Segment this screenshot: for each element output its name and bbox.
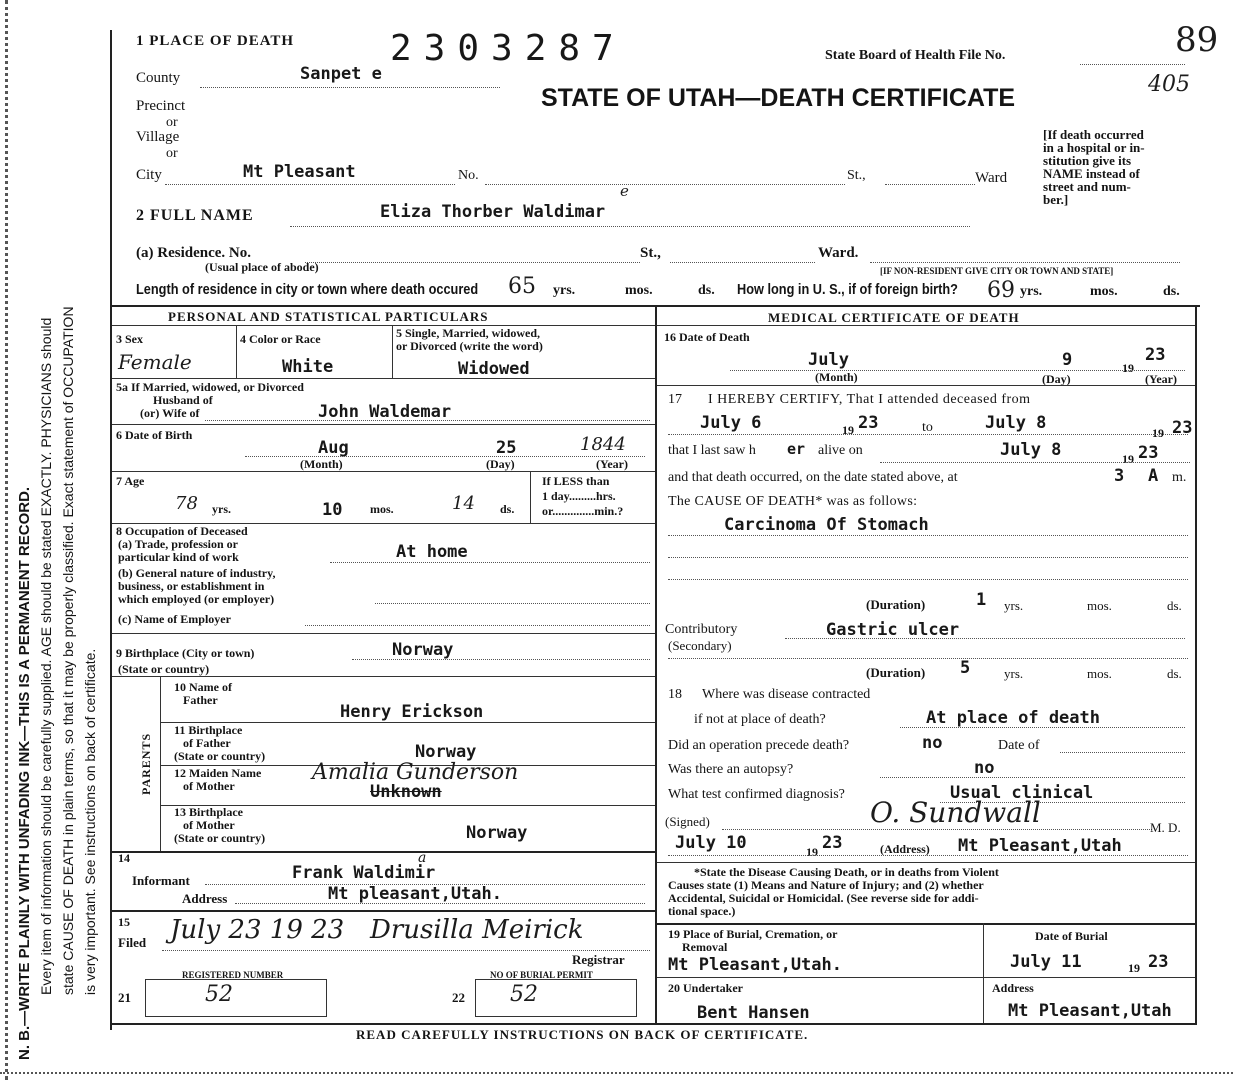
- length-mos-label: mos.: [625, 283, 653, 298]
- city-value: Mt Pleasant: [243, 162, 356, 182]
- industry-label-2: business, or establishment in: [118, 579, 265, 593]
- informant-number: 14: [118, 851, 130, 865]
- spouse-label-1: 5a If Married, widowed, or Divorced: [116, 380, 304, 394]
- birthplace-value: Norway: [392, 640, 454, 660]
- length-residence-years: 65: [508, 274, 536, 299]
- hospital-note-3: stitution give its: [1043, 153, 1132, 168]
- burial-place-value: Mt Pleasant,Utah.: [668, 955, 842, 975]
- state-note-4: tional space.): [668, 904, 736, 918]
- father-value: Henry Erickson: [340, 702, 484, 722]
- time-ampm: A: [1148, 466, 1159, 486]
- hospital-note-5: street and num-: [1043, 179, 1131, 194]
- row-18-bottom: [657, 862, 1195, 863]
- mother-value-handwritten: Amalia Gunderson: [312, 760, 519, 785]
- place-of-death-label: 1 PLACE OF DEATH: [136, 33, 295, 49]
- state-note-2: Causes state (1) Means and Nature of Injury; and (2) whether: [668, 878, 984, 892]
- birthplace-line: [352, 659, 650, 660]
- age-days: 14: [452, 493, 475, 514]
- attend-from-prefix: 19: [842, 423, 854, 437]
- father-bp-label-2: of Father: [183, 736, 231, 750]
- county-line: [200, 87, 500, 88]
- row-3-bottom: [112, 378, 655, 379]
- sex-divider: [236, 326, 237, 378]
- frame-left: [110, 30, 112, 1030]
- sex-label: 3 Sex: [116, 332, 143, 346]
- grid-center: [655, 305, 657, 1025]
- full-name-label: 2 FULL NAME: [136, 207, 254, 224]
- employer-line: [305, 625, 650, 626]
- autopsy-line: [880, 777, 1185, 778]
- age-mos-label: mos.: [370, 502, 394, 516]
- last-saw-prefix: 19: [1122, 452, 1134, 466]
- spouse-line: [205, 420, 650, 421]
- residence-ward-line: [870, 262, 1180, 263]
- contributory-line-2: [668, 658, 1188, 659]
- certificate-number: 2303287: [390, 28, 626, 69]
- duration-2-label: (Duration): [866, 665, 926, 680]
- dob-label: 6 Date of Birth: [116, 428, 193, 442]
- time-value: 3: [1114, 466, 1125, 486]
- cause-value: Carcinoma Of Stomach: [724, 515, 929, 535]
- attend-to-label: to: [922, 420, 933, 435]
- signed-date: July 10: [675, 833, 747, 853]
- signed-year-prefix: 19: [806, 845, 818, 859]
- cause-line-3: [668, 579, 1188, 580]
- city-label: City: [136, 167, 162, 183]
- death-date-line: [730, 370, 1185, 371]
- burial-date-label: Date of Burial: [1035, 929, 1108, 943]
- duration-1-years: 1: [976, 590, 987, 610]
- us-yrs-label: yrs.: [1020, 284, 1043, 299]
- burial-divider: [983, 923, 984, 1023]
- file-number-line: [1080, 64, 1185, 65]
- mother-bp-label-3: (State or country): [174, 831, 266, 845]
- signed-line: [722, 829, 1152, 830]
- left-edge: [5, 0, 8, 1080]
- informant-address-value: Mt pleasant,Utah.: [328, 884, 502, 904]
- how-long-us-label: How long in U. S., if of foreign birth?: [737, 281, 958, 298]
- duration-2-ds-label: ds.: [1167, 666, 1182, 681]
- county-label: County: [136, 70, 181, 86]
- dob-day: 25: [496, 438, 517, 458]
- signed-address-line: [668, 855, 1188, 856]
- full-name-line: [290, 226, 970, 227]
- spouse-label-2: Husband of: [153, 393, 213, 407]
- marital-label-2: or Divorced (write the word): [396, 339, 543, 353]
- age-years: 78: [175, 493, 198, 514]
- certify-number: 17: [668, 392, 682, 407]
- contributory-label: Contributory: [665, 622, 738, 637]
- if-not-label: if not at place of death?: [694, 712, 826, 727]
- file-number-label: State Board of Health File No.: [825, 48, 1006, 63]
- attend-from-year: 23: [858, 413, 879, 433]
- margin-notice-3: state CAUSE OF DEATH in plain terms, so that it may be properly classified. Exact statement of OCCUPATION: [60, 306, 76, 995]
- street-line: [485, 184, 845, 185]
- time-m-label: m.: [1172, 470, 1187, 485]
- dob-month-label: (Month): [300, 457, 343, 471]
- mother-value-typed: Unknown: [370, 782, 442, 802]
- undertaker-label: 20 Undertaker: [668, 981, 743, 995]
- residence-label: (a) Residence. No.: [136, 245, 251, 261]
- certificate-title: STATE OF UTAH—DEATH CERTIFICATE: [541, 84, 1016, 112]
- mother-bp-label-1: 13 Birthplace: [174, 805, 243, 819]
- death-day: 9: [1062, 350, 1073, 370]
- row-9-bottom: [112, 676, 655, 677]
- row-13-bottom: [112, 851, 655, 853]
- hospital-note-1: [If death occurred: [1043, 127, 1144, 142]
- color-label: 4 Color or Race: [240, 332, 321, 346]
- last-saw-date: July 8: [1000, 440, 1062, 460]
- file-number-annotation: 405: [1148, 72, 1190, 97]
- attend-line: [668, 434, 1188, 435]
- row-notes-bottom: [657, 923, 1195, 925]
- age-mos: 10: [322, 500, 343, 520]
- death-month-label: (Month): [815, 370, 858, 384]
- attend-to-date: July 8: [985, 413, 1047, 433]
- cause-line-1: [668, 535, 1188, 536]
- undertaker-address-value: Mt Pleasant,Utah: [1008, 1001, 1172, 1021]
- row-5a-bottom: [112, 424, 655, 425]
- birthplace-label-1: 9 Birthplace (City or town): [116, 646, 255, 660]
- alive-on-label: alive on: [818, 443, 863, 458]
- less-label-2: 1 day.........hrs.: [542, 489, 616, 503]
- death-year-prefix: 19: [1122, 361, 1134, 375]
- father-bp-label-1: 11 Birthplace: [174, 723, 243, 737]
- or-label-1: or: [166, 115, 178, 130]
- occupation-line: [330, 562, 650, 563]
- burial-permit-value: 52: [510, 982, 538, 1007]
- color-divider: [392, 326, 393, 378]
- length-yrs-label: yrs.: [553, 283, 576, 298]
- reg-number-label: REGISTERED NUMBER: [182, 970, 284, 980]
- contracted-number: 18: [668, 687, 682, 702]
- death-date-label: 16 Date of Death: [664, 330, 750, 344]
- state-note-3: Accidental, Suicidal or Homicidal. (See reverse side for addi-: [668, 891, 979, 905]
- father-label-1: 10 Name of: [174, 680, 232, 694]
- burial-place-label-2: Removal: [682, 940, 728, 954]
- city-line: [165, 184, 455, 185]
- cause-line-2: [668, 557, 1188, 558]
- last-saw-her: er: [787, 440, 806, 458]
- physician-signature: O. Sundwall: [870, 796, 1041, 829]
- burial-field-number: 22: [452, 990, 465, 1005]
- burial-year-prefix: 19: [1128, 961, 1140, 975]
- length-ds-label: ds.: [698, 283, 715, 298]
- father-bp-value: Norway: [415, 742, 477, 762]
- footer-instructions: READ CAREFULLY INSTRUCTIONS ON BACK OF CERTIFICATE.: [356, 1027, 809, 1042]
- medical-title-underline: [657, 325, 1195, 326]
- father-bp-label-3: (State or country): [174, 749, 266, 763]
- duration-1-label: (Duration): [866, 597, 926, 612]
- length-residence-label: Length of residence in city or town where death occured: [136, 281, 479, 298]
- autopsy-value: no: [974, 758, 995, 778]
- duration-1-yrs-label: yrs.: [1004, 598, 1024, 613]
- grid-bottom: [110, 1023, 1197, 1025]
- street-no-label: No.: [458, 168, 479, 183]
- md-label: M. D.: [1150, 820, 1181, 835]
- spouse-value: John Waldemar: [318, 402, 452, 422]
- margin-notice-2: Every item of information should be carefully supplied. AGE should be stated EXACTLY. PHYSICIANS should: [38, 317, 54, 995]
- age-divider: [530, 471, 531, 523]
- reg-number-value: 52: [205, 982, 233, 1007]
- undertaker-address-label: Address: [992, 981, 1034, 995]
- age-ds-label: ds.: [500, 502, 515, 516]
- street-st-label: St.,: [847, 168, 866, 183]
- medical-section-title: MEDICAL CERTIFICATE OF DEATH: [768, 310, 1020, 325]
- death-day-label: (Day): [1042, 372, 1071, 386]
- row-16-bottom: [657, 385, 1195, 386]
- village-label: Village: [136, 129, 180, 145]
- test-label: What test confirmed diagnosis?: [668, 787, 845, 802]
- informant-correction: a: [418, 850, 427, 866]
- informant-address-label: Address: [182, 891, 228, 906]
- non-resident-note: [IF NON-RESIDENT GIVE CITY OR TOWN AND STATE]: [880, 266, 1114, 276]
- ward-label: Ward: [975, 170, 1008, 186]
- less-label-3: or..............min.?: [542, 504, 624, 518]
- duration-2-yrs-label: yrs.: [1004, 666, 1024, 681]
- burial-permit-box: [475, 979, 637, 1017]
- contracted-line: [900, 727, 1185, 728]
- burial-year-value: 23: [1148, 952, 1169, 972]
- operation-value: no: [922, 733, 943, 753]
- registrar-signature: Drusilla Meirick: [370, 915, 584, 945]
- parents-label: PARENTS: [139, 732, 153, 795]
- color-value: White: [282, 357, 334, 377]
- attend-to-prefix: 19: [1152, 426, 1164, 440]
- residence-ward-label: Ward.: [818, 245, 859, 261]
- signed-label: (Signed): [665, 814, 710, 829]
- mother-label-2: of Mother: [183, 779, 235, 793]
- autopsy-label: Was there an autopsy?: [668, 762, 794, 777]
- contributory-value: Gastric ulcer: [826, 620, 960, 640]
- occupation-value: At home: [396, 542, 468, 562]
- last-saw-year: 23: [1138, 443, 1159, 463]
- last-saw-line: [880, 462, 1190, 463]
- informant-label: Informant: [132, 873, 190, 888]
- operation-label: Did an operation precede death?: [668, 738, 850, 753]
- secondary-label: (Secondary): [668, 638, 732, 653]
- burial-place-label-1: 19 Place of Burial, Cremation, or: [668, 927, 838, 941]
- margin-notice-4: is very important. See instructions on back of certificate.: [82, 648, 98, 995]
- or-label-2: or: [166, 146, 178, 161]
- usual-place-label: (Usual place of abode): [205, 260, 319, 274]
- mother-label-1: 12 Maiden Name: [174, 766, 262, 780]
- reg-field-number: 21: [118, 990, 131, 1005]
- industry-label-1: (b) General nature of industry,: [118, 566, 276, 580]
- state-note-1: *State the Disease Causing Death, or in deaths from Violent: [694, 865, 999, 879]
- death-year: 23: [1145, 345, 1166, 365]
- industry-label-3: which employed (or employer): [118, 592, 275, 606]
- test-value: Usual clinical: [950, 783, 1094, 803]
- residence-no-line: [305, 262, 640, 263]
- duration-2-years: 5: [960, 658, 971, 678]
- full-name-correction: e: [620, 182, 629, 200]
- row-8-bottom: [112, 633, 655, 634]
- duration-1-ds-label: ds.: [1167, 598, 1182, 613]
- marital-label-1: 5 Single, Married, widowed,: [396, 326, 540, 340]
- signed-year: 23: [822, 833, 843, 853]
- hospital-note-6: ber.]: [1043, 192, 1069, 207]
- signed-address-value: Mt Pleasant,Utah: [958, 836, 1122, 856]
- hospital-note-4: NAME instead of: [1043, 166, 1140, 181]
- reg-number-box: [145, 979, 327, 1017]
- row-14-bottom: [112, 910, 655, 912]
- full-name-value: Eliza Thorber Waldimar: [380, 202, 606, 222]
- occupation-label-1: 8 Occupation of Deceased: [116, 524, 248, 538]
- residence-st-line: [670, 262, 815, 263]
- certify-text: I HEREBY CERTIFY, That I attended deceased from: [708, 392, 1031, 407]
- less-label-1: If LESS than: [542, 474, 610, 488]
- mother-bp-label-2: of Mother: [183, 818, 235, 832]
- duration-2-mos-label: mos.: [1087, 666, 1112, 681]
- duration-1-mos-label: mos.: [1087, 598, 1112, 613]
- death-year-label: (Year): [1145, 372, 1177, 386]
- parents-divider: [160, 676, 161, 852]
- contracted-label: Where was disease contracted: [702, 687, 871, 702]
- operation-date-line: [1060, 752, 1185, 753]
- precinct-label: Precinct: [136, 98, 186, 114]
- us-years-value: 69: [987, 278, 1015, 303]
- father-label-2: Father: [183, 693, 218, 707]
- filed-number: 15: [118, 915, 130, 929]
- dob-year: 1844: [580, 434, 626, 455]
- age-yrs-label: yrs.: [212, 502, 231, 516]
- row-19-bottom: [657, 977, 1195, 978]
- occupation-label-2: (a) Trade, profession or: [118, 537, 238, 551]
- hospital-note-2: in a hospital or in-: [1043, 140, 1145, 155]
- registrar-label: Registrar: [572, 952, 625, 967]
- undertaker-value: Bent Hansen: [697, 1003, 810, 1023]
- dob-year-label: (Year): [596, 457, 628, 471]
- contributory-line: [785, 638, 1185, 639]
- cause-label: The CAUSE OF DEATH* was as follows:: [668, 494, 918, 509]
- dob-day-label: (Day): [486, 457, 515, 471]
- margin-notice-1: N. B.—WRITE PLAINLY WITH UNFADING INK—THIS IS A PERMANENT RECORD.: [16, 486, 33, 1060]
- age-label: 7 Age: [116, 474, 145, 488]
- filed-label: Filed: [118, 935, 147, 950]
- dob-month: Aug: [318, 438, 349, 458]
- employer-label: (c) Name of Employer: [118, 612, 231, 626]
- filed-date: July 23 19 23: [170, 915, 345, 945]
- personal-title-underline: [112, 325, 655, 326]
- us-ds-label: ds.: [1163, 284, 1180, 299]
- personal-section-title: PERSONAL AND STATISTICAL PARTICULARS: [168, 309, 489, 324]
- attend-from-date: July 6: [700, 413, 762, 433]
- bottom-edge: [0, 1072, 1233, 1074]
- informant-address-line: [235, 903, 645, 904]
- spouse-label-3: (or) Wife of: [140, 406, 200, 420]
- residence-st-label: St.,: [640, 245, 661, 261]
- birthplace-label-2: (State or country): [118, 662, 210, 676]
- attend-to-year: 23: [1172, 418, 1193, 438]
- occupation-label-3: particular kind of work: [118, 550, 239, 564]
- mother-bp-value: Norway: [466, 823, 528, 843]
- burial-date-value: July 11: [1010, 952, 1082, 972]
- county-value: Sanpet e: [300, 64, 382, 84]
- operation-date-label: Date of: [998, 738, 1040, 753]
- row-6-bottom: [112, 471, 655, 472]
- us-mos-label: mos.: [1090, 284, 1118, 299]
- informant-value: Frank Waldimir: [292, 863, 436, 883]
- industry-line: [375, 603, 650, 604]
- marital-value: Widowed: [458, 359, 530, 379]
- sex-value: Female: [118, 350, 192, 374]
- contracted-value: At place of death: [926, 708, 1100, 728]
- ward-line: [885, 184, 975, 185]
- last-saw-label: that I last saw h: [668, 443, 756, 458]
- grid-right: [1195, 305, 1197, 1025]
- burial-permit-label: NO OF BURIAL PERMIT: [490, 970, 593, 980]
- file-number-value: 89: [1175, 20, 1219, 60]
- death-month: July: [808, 350, 849, 370]
- filed-line: [162, 950, 650, 951]
- signed-address-label: (Address): [880, 842, 930, 856]
- occurred-label: and that death occurred, on the date stated above, at: [668, 470, 958, 485]
